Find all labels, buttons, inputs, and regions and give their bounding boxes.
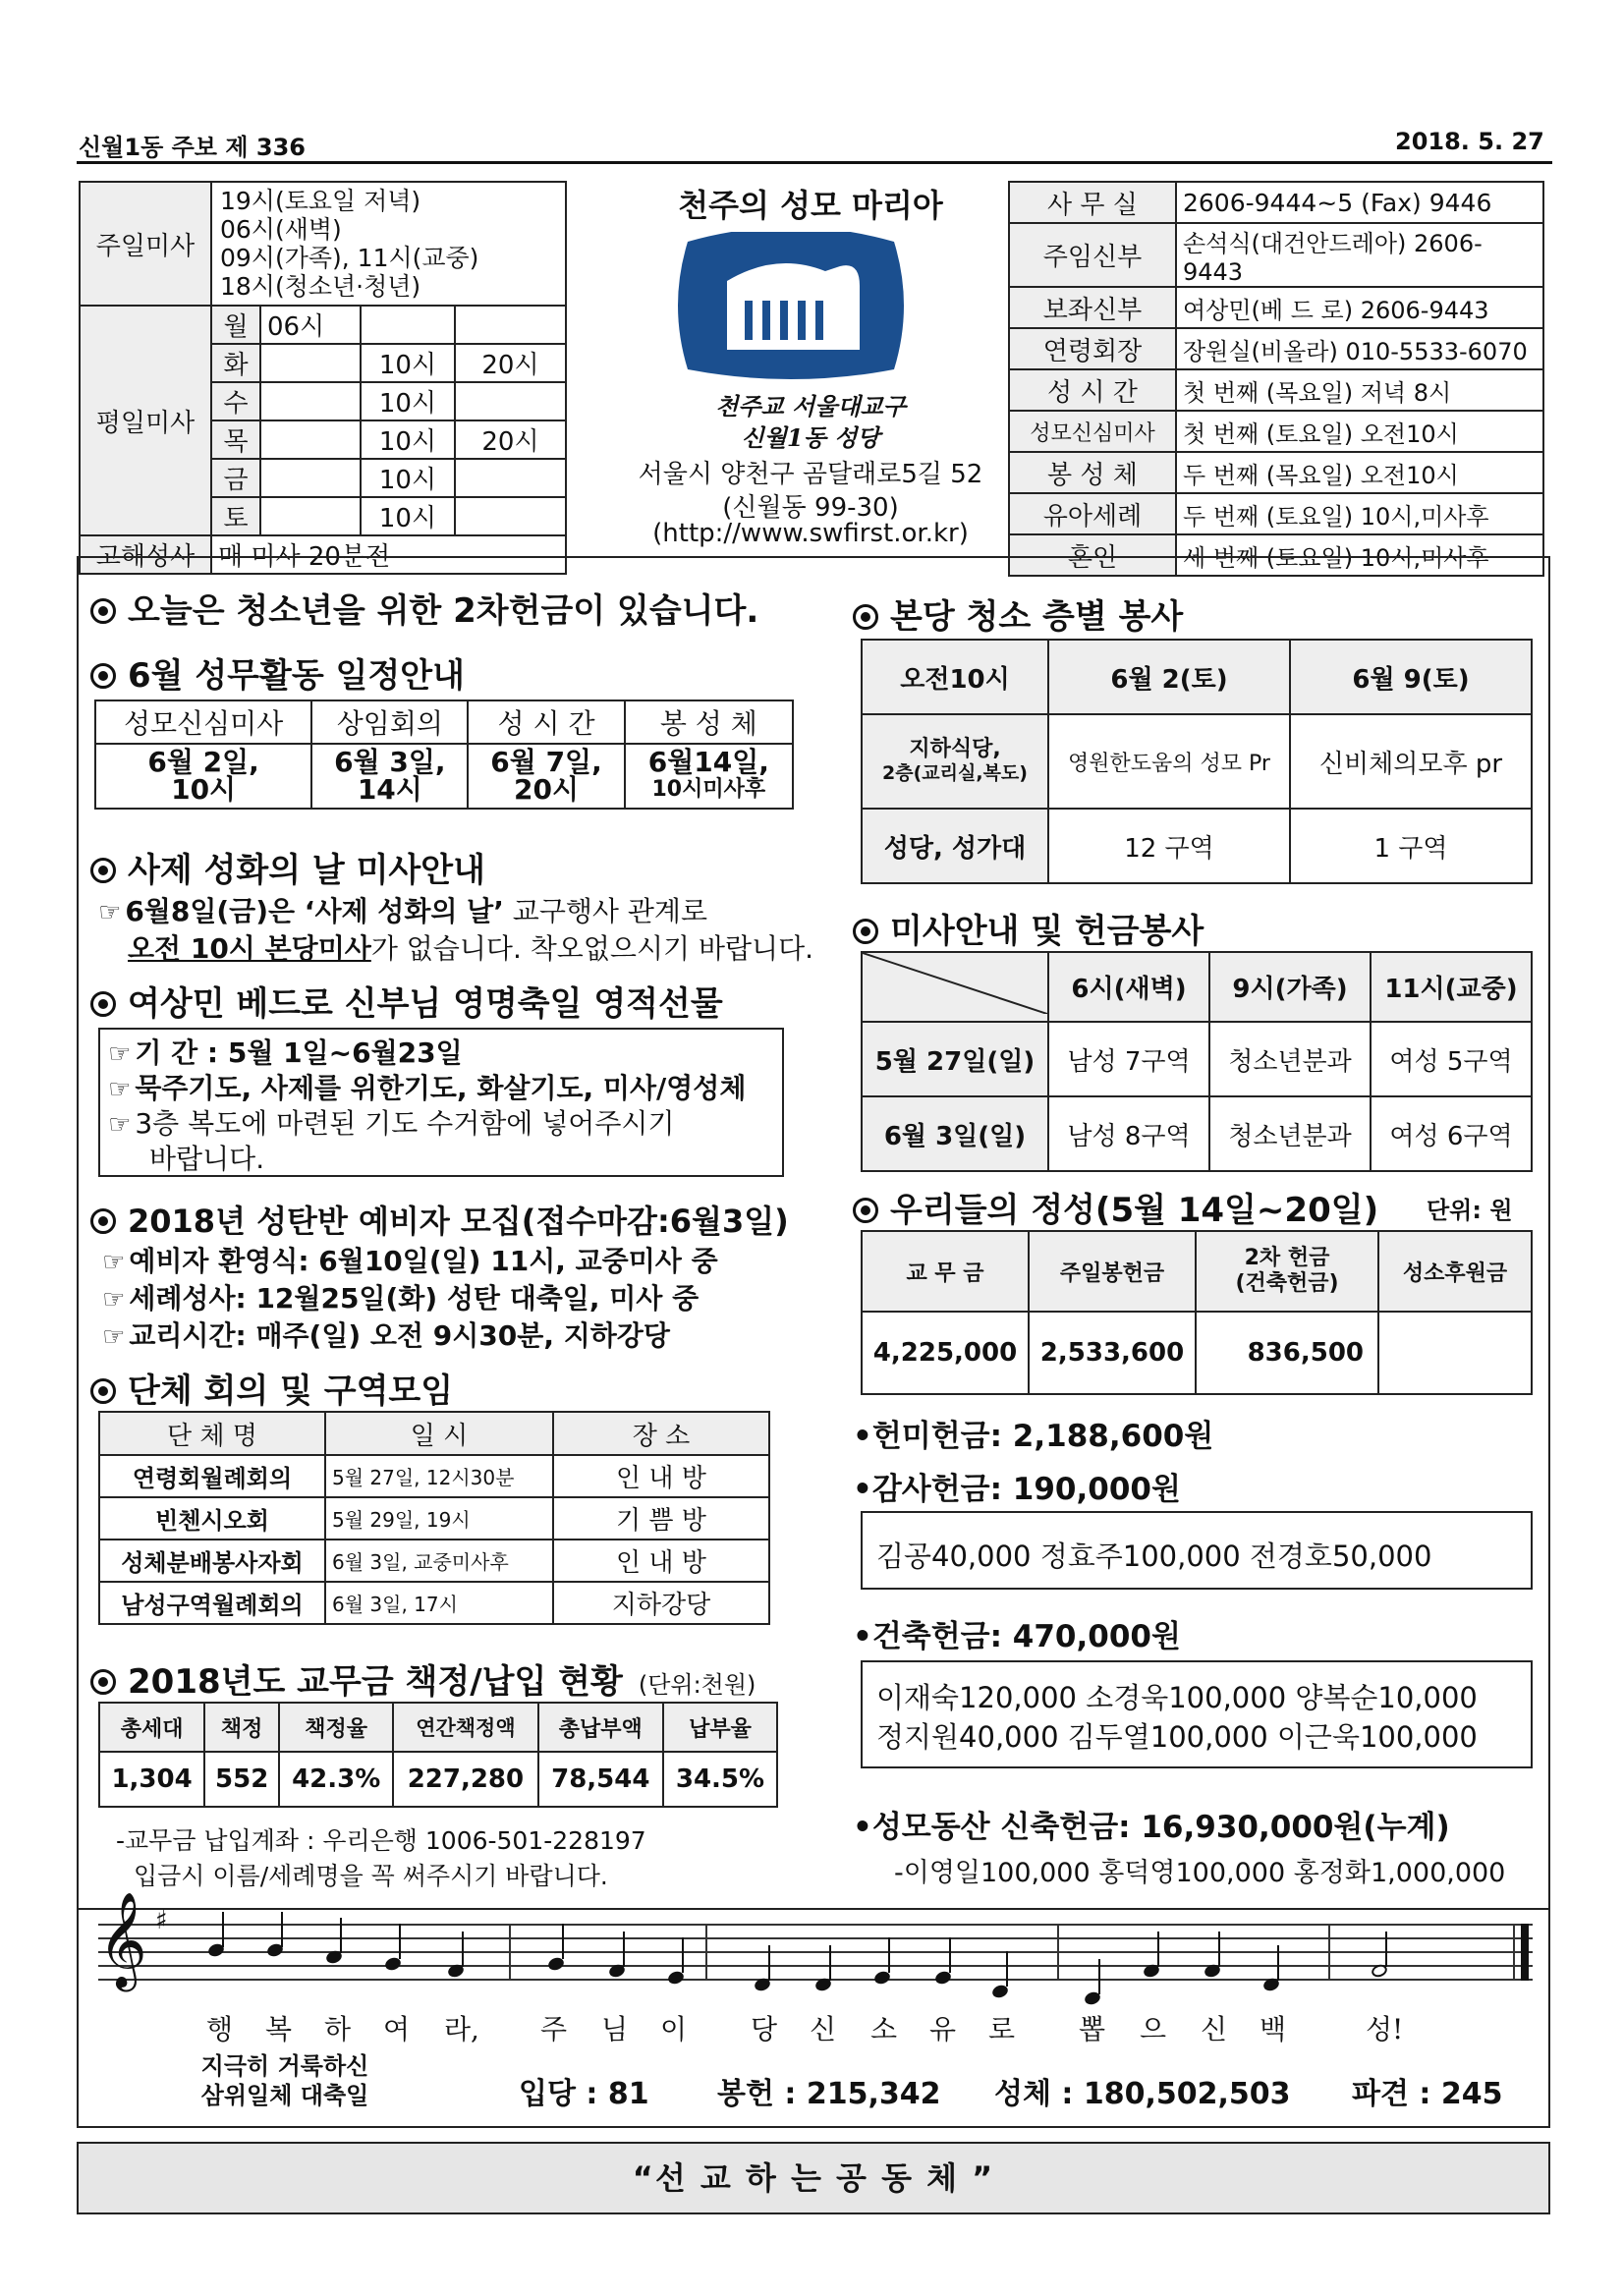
offering-table — [861, 1230, 1533, 1395]
weekday-time: 10시 — [361, 459, 455, 497]
christmas-line-1: ☞ 예비자 환영식: 6월10일(일) 11시, 교중미사 중 — [102, 1245, 718, 1277]
meeting-header: 일 시 — [325, 1412, 553, 1455]
note-stem — [1277, 1945, 1279, 1981]
dues-header: 총납부액 — [538, 1703, 663, 1752]
cleaning-header: 6월 2(토) — [1048, 640, 1290, 714]
june-value: 6월14일, 10시미사후 — [625, 744, 793, 809]
bar-line — [509, 1924, 511, 1979]
note-stem — [462, 1932, 464, 1967]
note-stem — [829, 1945, 831, 1981]
dues-value: 552 — [204, 1752, 279, 1807]
contact-value: 첫 번째 (목요일) 저녁 8시 — [1176, 369, 1543, 411]
lyric-syllable: 성! — [1366, 2013, 1404, 2045]
weekday-time — [260, 344, 361, 382]
dues-table — [98, 1702, 778, 1808]
cleaning-assignee: 12 구역 — [1048, 809, 1290, 883]
mass-offering-header: 11시(교중) — [1371, 952, 1532, 1022]
thanks-offering: •감사헌금: 190,000원 — [853, 1472, 1181, 1507]
contact-value: 세 번째 (토요일) 10시,미사후 — [1176, 534, 1543, 576]
weekday-time: 20시 — [455, 344, 566, 382]
lyric-syllable: 님 — [601, 2013, 629, 2045]
meeting-place: 인 내 방 — [553, 1455, 769, 1497]
mass-offering-group: 여성 6구역 — [1371, 1096, 1532, 1171]
note-stem — [1006, 1951, 1008, 1987]
building-offering-box: 이재숙120,000 소경욱100,000 양복순10,000 정지원40,000 김두열100,000 이근욱100,000 — [861, 1660, 1533, 1768]
contact-label: 성 시 간 — [1009, 369, 1176, 411]
meeting-place: 기 쁨 방 — [553, 1497, 769, 1540]
lyric-syllable: 주 — [540, 2013, 568, 2045]
offering-value: 2,533,600 — [1029, 1312, 1196, 1394]
note-stem — [1098, 1959, 1100, 1994]
mass-offering-group: 청소년분과 — [1209, 1022, 1371, 1096]
weekday-time — [455, 459, 566, 497]
pointing-hand-icon: ☞ — [108, 1075, 132, 1104]
meeting-place: 인 내 방 — [553, 1540, 769, 1582]
cleaning-header: 6월 9(토) — [1290, 640, 1532, 714]
new-building-donors: -이영일100,000 홍덕영100,000 홍정화1,000,000 — [894, 1858, 1506, 1888]
dues-value: 227,280 — [393, 1752, 537, 1807]
priest-day-line-1: ☞ 6월8일(금)은 ‘사제 성화의 날’ 교구행사 관계로 — [98, 895, 708, 927]
dues-value: 34.5% — [663, 1752, 777, 1807]
june-value: 6월 7일, 20시 — [468, 744, 624, 809]
weekday-time — [361, 306, 455, 344]
note-stem — [888, 1937, 890, 1973]
rice-offering: •헌미헌금: 2,188,600원 — [853, 1419, 1214, 1454]
mass-offering-header: 6시(새벽) — [1048, 952, 1209, 1022]
staff-line — [98, 1979, 1533, 1981]
feast-gift-line-1: ☞ 기 간 : 5월 1일~6월23일 — [108, 1036, 463, 1069]
christmas-line-2: ☞ 세례성사: 12월25일(화) 성탄 대축일, 미사 중 — [102, 1282, 700, 1315]
staff-line — [98, 1937, 1533, 1939]
contact-label: 봉 성 체 — [1009, 452, 1176, 493]
june-header: 성모신심미사 — [95, 700, 311, 744]
contact-label: 사 무 실 — [1009, 182, 1176, 223]
cleaning-assignee: 영원한도움의 성모 Pr — [1048, 714, 1290, 809]
lyric-syllable: 로 — [988, 2013, 1016, 2045]
church-calligraphy-2: 신월1동 성당 — [741, 423, 880, 452]
cleaning-table — [861, 639, 1533, 884]
header-rule — [77, 161, 1552, 164]
weekday-time — [455, 306, 566, 344]
staff-line — [98, 1951, 1533, 1953]
lyric-syllable: 백 — [1260, 2013, 1287, 2045]
weekday-day: 금 — [211, 459, 260, 497]
feast-gift-title: 여상민 베드로 신부님 영명축일 영적선물 — [90, 977, 723, 1025]
confession-label: 고해성사 — [80, 535, 211, 574]
weekday-time: 10시 — [361, 420, 455, 459]
mass-offering-title: 미사안내 및 헌금봉사 — [853, 904, 1204, 952]
lyric-syllable: 행 — [206, 2013, 234, 2045]
staff-line — [98, 1924, 1533, 1926]
weekday-time — [260, 420, 361, 459]
contact-label: 보좌신부 — [1009, 287, 1176, 328]
weekday-day: 토 — [211, 497, 260, 535]
church-address-2: (신월동 99-30) — [722, 493, 899, 523]
dues-value: 1,304 — [99, 1752, 204, 1807]
weekday-day: 수 — [211, 382, 260, 420]
pointing-hand-icon: ☞ — [102, 1248, 126, 1277]
diagonal-line — [863, 953, 1047, 1014]
lyric-syllable: 신 — [1201, 2013, 1228, 2045]
church-patron-title: 천주의 성모 마리아 — [678, 187, 943, 224]
cleaning-assignee: 1 구역 — [1290, 809, 1532, 883]
meeting-time: 6월 3일, 교중미사후 — [325, 1540, 553, 1582]
june-schedule-table — [94, 700, 794, 810]
confession-time: 매 미사 20분전 — [211, 535, 566, 574]
weekday-day: 목 — [211, 420, 260, 459]
offering-header: 2차 헌금 (건축헌금) — [1196, 1231, 1378, 1312]
sharp-icon: ♯ — [155, 1906, 168, 1935]
lyric-syllable: 으 — [1140, 2013, 1167, 2045]
lyric-syllable: 복 — [265, 2013, 293, 2045]
note-stem — [222, 1912, 224, 1947]
church-address: 서울시 양천구 곰달래로5길 52 — [638, 460, 983, 489]
pointing-hand-icon: ☞ — [98, 898, 122, 927]
weekday-time — [455, 497, 566, 535]
dues-header: 납부율 — [663, 1703, 777, 1752]
pointing-hand-icon: ☞ — [102, 1285, 126, 1315]
june-schedule-title: 6월 성무활동 일정안내 — [90, 648, 465, 697]
lyric-syllable: 이 — [660, 2013, 688, 2045]
contact-value: 두 번째 (토요일) 10시,미사후 — [1176, 493, 1543, 534]
meeting-table — [98, 1411, 770, 1625]
bar-line — [1513, 1924, 1515, 1979]
note-stem — [768, 1945, 770, 1981]
weekday-time: 10시 — [361, 382, 455, 420]
christmas-line-3: ☞ 교리시간: 매주(일) 오전 9시30분, 지하강당 — [102, 1319, 670, 1352]
note-stem — [562, 1924, 564, 1959]
contact-value: 여상민(베 드 로) 2606-9443 — [1176, 287, 1543, 328]
pointing-hand-icon: ☞ — [102, 1322, 126, 1352]
meeting-time: 5월 27일, 12시30분 — [325, 1455, 553, 1497]
weekday-mass-label: 평일미사 — [80, 306, 211, 535]
bar-line — [705, 1924, 707, 1979]
meeting-group: 연령회월례회의 — [99, 1455, 325, 1497]
weekday-time: 20시 — [455, 420, 566, 459]
offering-value: 4,225,000 — [862, 1312, 1029, 1394]
weekday-time — [260, 459, 361, 497]
offering-header: 성소후원금 — [1378, 1231, 1532, 1312]
note-stem — [399, 1924, 401, 1959]
june-header: 성 시 간 — [468, 700, 624, 744]
lyric-syllable: 신 — [810, 2013, 837, 2045]
note-stem — [1218, 1932, 1220, 1967]
stat-dismissal: 파견 : 245 — [1352, 2077, 1503, 2111]
june-value: 6월 2일, 10시 — [95, 744, 311, 809]
note-stem — [623, 1932, 625, 1967]
meeting-group: 남성구역월례회의 — [99, 1582, 325, 1624]
mass-offering-group: 남성 7구역 — [1048, 1022, 1209, 1096]
stat-communion: 성체 : 180,502,503 — [994, 2077, 1291, 2111]
meeting-group: 빈첸시오회 — [99, 1497, 325, 1540]
feast-name: 지극히 거룩하신 삼위일체 대축일 — [200, 2052, 369, 2109]
meeting-place: 지하강당 — [553, 1582, 769, 1624]
dues-deposit-note: 입금시 이름/세례명을 꼭 써주시기 바랍니다. — [134, 1862, 608, 1890]
feast-gift-line-3: ☞ 3층 복도에 마련된 기도 수거함에 넣어주시기 — [108, 1107, 675, 1140]
note-stem — [281, 1912, 283, 1947]
lyric-syllable: 소 — [870, 2013, 898, 2045]
cleaning-place: 지하식당, 2층(교리실,복도) — [862, 714, 1048, 809]
note-stem — [949, 1937, 951, 1973]
lyric-syllable: 하 — [324, 2013, 352, 2045]
contacts-table — [1008, 181, 1544, 577]
dues-header: 연간책정액 — [393, 1703, 537, 1752]
meeting-header: 장 소 — [553, 1412, 769, 1455]
weekday-day: 월 — [211, 306, 260, 344]
contact-value: 손석식(대건안드레아) 2606-9443 — [1176, 223, 1543, 287]
dues-header: 책정 — [204, 1703, 279, 1752]
feast-gift-line-2: ☞ 묵주기도, 사제를 위한기도, 화살기도, 미사/영성체 — [108, 1072, 747, 1104]
note-stem — [340, 1918, 342, 1953]
pointing-hand-icon: ☞ — [108, 1039, 132, 1069]
weekday-time — [455, 382, 566, 420]
weekday-time: 10시 — [361, 497, 455, 535]
meeting-group: 성체분배봉사자회 — [99, 1540, 325, 1582]
june-header: 상임회의 — [311, 700, 468, 744]
note-stem — [1157, 1932, 1159, 1967]
mass-offering-header: 9시(가족) — [1209, 952, 1371, 1022]
bulletin-issue: 신월1동 주보 제 336 — [79, 134, 306, 161]
staff-line — [98, 1965, 1533, 1967]
church-logo — [668, 232, 914, 379]
cleaning-header: 오전10시 — [862, 640, 1048, 714]
offering-value: 836,500 — [1196, 1312, 1378, 1394]
lyric-syllable: 뽑 — [1079, 2013, 1106, 2045]
priest-day-title: 사제 성화의 날 미사안내 — [90, 843, 485, 891]
weekday-time — [260, 382, 361, 420]
contact-label: 주임신부 — [1009, 223, 1176, 287]
dues-account-note: -교무금 납입계좌 : 우리은행 1006-501-228197 — [116, 1826, 646, 1855]
contact-label: 유아세례 — [1009, 493, 1176, 534]
building-offering: •건축헌금: 470,000원 — [853, 1619, 1181, 1654]
dues-header: 책정율 — [279, 1703, 393, 1752]
dues-value: 78,544 — [538, 1752, 663, 1807]
lyric-syllable: 라, — [444, 2013, 479, 2045]
lyric-syllable: 여 — [383, 2013, 411, 2045]
feast-gift-line-4: 바랍니다. — [149, 1143, 265, 1175]
contact-value: 두 번째 (목요일) 오전10시 — [1176, 452, 1543, 493]
contact-label: 연령회장 — [1009, 328, 1176, 369]
bar-line — [1328, 1924, 1330, 1979]
motto-banner: “선 교 하 는 공 동 체 ” — [77, 2142, 1550, 2214]
treble-clef-icon: 𝄞 — [98, 1891, 147, 1988]
meeting-header: 단 체 명 — [99, 1412, 325, 1455]
mass-offering-date: 5월 27일(일) — [862, 1022, 1048, 1096]
june-header: 봉 성 체 — [625, 700, 793, 744]
weekday-time: 06시 — [260, 306, 361, 344]
mass-offering-table — [861, 951, 1533, 1172]
second-collection-notice: 오늘은 청소년을 위한 2차헌금이 있습니다. — [90, 584, 758, 632]
mass-offering-group: 청소년분과 — [1209, 1096, 1371, 1171]
diagonal-header-cell — [862, 952, 1048, 1022]
final-bar-line — [1521, 1924, 1529, 1981]
contact-value: 2606-9444~5 (Fax) 9446 — [1176, 182, 1543, 223]
priest-day-line-2: 오전 10시 본당미사가 없습니다. 착오없으시기 바랍니다. — [128, 932, 814, 965]
pointing-hand-icon: ☞ — [108, 1110, 132, 1140]
contact-label: 혼인 — [1009, 534, 1176, 576]
mass-offering-group: 여성 5구역 — [1371, 1022, 1532, 1096]
note-stem — [1385, 1932, 1387, 1967]
cleaning-assignee: 신비체의모후 pr — [1290, 714, 1532, 809]
stat-offertory: 봉헌 : 215,342 — [717, 2077, 941, 2111]
church-url[interactable]: (http://www.swfirst.or.kr) — [652, 519, 969, 548]
new-building-offering: •성모동산 신축헌금: 16,930,000원(누계) — [853, 1810, 1450, 1845]
sunday-mass-times: 19시(토요일 저녁) 06시(새벽) 09시(가족), 11시(교중) 18시(청소년·청년) — [211, 182, 566, 306]
cleaning-place: 성당, 성가대 — [862, 809, 1048, 883]
contact-value: 첫 번째 (토요일) 오전10시 — [1176, 411, 1543, 452]
june-value: 6월 3일, 14시 — [311, 744, 468, 809]
offering-header: 교 무 금 — [862, 1231, 1029, 1312]
mass-schedule-table — [79, 181, 567, 575]
note-stem — [682, 1937, 684, 1973]
dues-title: 2018년도 교무금 책정/납입 현황 (단위:천원) — [90, 1654, 756, 1703]
weekday-day: 화 — [211, 344, 260, 382]
weekday-time — [260, 497, 361, 535]
lyric-syllable: 유 — [929, 2013, 957, 2045]
meeting-time: 6월 3일, 17시 — [325, 1582, 553, 1624]
church-calligraphy-1: 천주교 서울대교구 — [715, 392, 906, 420]
contact-label: 성모신심미사 — [1009, 411, 1176, 452]
bar-line — [1057, 1924, 1059, 1979]
mass-offering-date: 6월 3일(일) — [862, 1096, 1048, 1171]
thanks-offering-box: 김공40,000 정효주100,000 전경호50,000 — [861, 1511, 1533, 1590]
weekday-time: 10시 — [361, 344, 455, 382]
contact-value: 장원실(비올라) 010-5533-6070 — [1176, 328, 1543, 369]
sunday-mass-label: 주일미사 — [80, 182, 211, 306]
offering-title: 우리들의 정성(5월 14일~20일) — [853, 1183, 1378, 1231]
offering-value — [1378, 1312, 1532, 1394]
christmas-catechumen-title: 2018년 성탄반 예비자 모집(접수마감:6월3일) — [90, 1197, 789, 1242]
bulletin-date: 2018. 5. 27 — [1395, 128, 1544, 155]
offering-header: 주일봉헌금 — [1029, 1231, 1196, 1312]
meeting-time: 5월 29일, 19시 — [325, 1497, 553, 1540]
lyric-syllable: 당 — [751, 2013, 778, 2045]
offering-unit: 단위: 원 — [1427, 1197, 1513, 1224]
dues-header: 총세대 — [99, 1703, 204, 1752]
mass-offering-group: 남성 8구역 — [1048, 1096, 1209, 1171]
stat-entrance: 입당 : 81 — [519, 2077, 649, 2111]
cleaning-title: 본당 청소 층별 봉사 — [853, 589, 1183, 638]
meeting-title: 단체 회의 및 구역모임 — [90, 1364, 453, 1412]
dues-value: 42.3% — [279, 1752, 393, 1807]
